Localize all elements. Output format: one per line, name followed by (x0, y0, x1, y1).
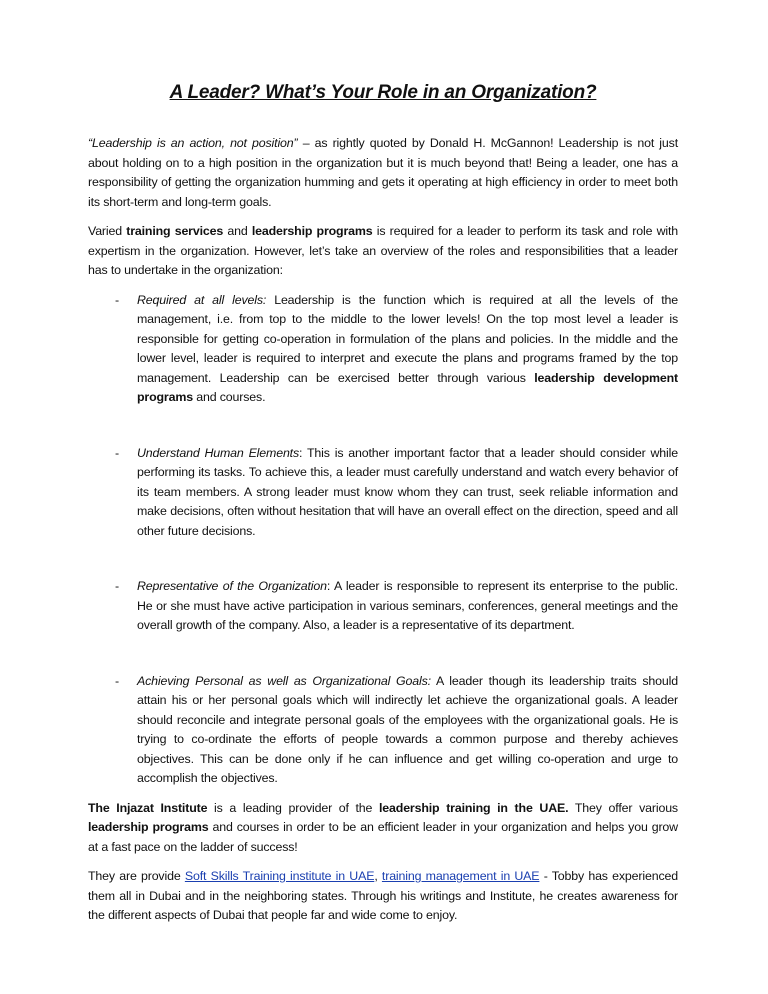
bullet-body (137, 672, 678, 789)
bullet-heading: Required at all levels: (137, 292, 267, 307)
page-title: A Leader? What’s Your Role in an Organization? (169, 82, 597, 103)
bold-text: The Injazat Institute (88, 800, 208, 815)
bullet-body (137, 577, 678, 636)
services-paragraph (88, 222, 678, 281)
bullet-list (88, 291, 678, 789)
text: - Tobby has experienced them all in Dubai and in the neighboring states. Through his writings and Institute, he creates awareness for the different aspects of Dubai that people far and wide come to enjoy. (88, 869, 678, 922)
list-item (88, 444, 678, 542)
closing-paragraph (88, 867, 678, 926)
bold-text: leadership training in the UAE. (379, 800, 569, 815)
bullet-text: : This is another important factor that a leader should consider while performing its tasks. To achieve this, a leader must carefully understand and watch every behavior of its team members. A strong leader must know whom they can trust, seek reliable information and make decisions, often without hesitation that will have an overall effect on the direction, speed and all other future decisions. (137, 445, 678, 538)
intro-paragraph (88, 134, 678, 212)
quote: “Leadership is an action, not position” (88, 136, 298, 150)
list-item (88, 291, 678, 408)
bullet-dash: - (115, 292, 120, 307)
bullet-heading: Understand Human Elements (137, 445, 300, 460)
bullet-dash: - (115, 673, 120, 688)
bullet-body (137, 444, 678, 542)
text: and courses in order to be an efficient leader in your organization and helps you grow at a fast pace on the ladder of success! (88, 820, 678, 854)
text: and (223, 224, 252, 238)
bullet-heading: Representative of the Organization (137, 579, 327, 593)
bold-text: leadership development programs (137, 370, 679, 404)
bullet-text: A leader though its leadership traits should attain his or her personal goals which will indirectly let achieve the organizational goals. A leader should reconcile and integrate personal goals of the employees with the organizational goals. He is trying to co-ordinate the efforts of people towards a common purpose and thereby achieves objectives. This can be done only if he can influence and get willing co-operation and urge to accomplish the objectives. (137, 673, 678, 785)
text: They are provide (88, 869, 185, 883)
bold-text: leadership programs (251, 224, 373, 238)
bullet-heading: Achieving Personal as well as Organizational Goals: (137, 673, 431, 688)
intro-text: – as rightly quoted by Donald H. McGannon! Leadership is not just about holding on to a high position in the organization but it is much beyond that! Being a leader, one has a responsibility of getting the organization humming and gets it operating at high efficiency in order to meet both its short-term and long-term goals. (88, 136, 678, 209)
list-item (88, 577, 678, 636)
bullet-dash: - (115, 445, 120, 460)
soft-skills-link[interactable]: Soft Skills Training institute in UAE (184, 869, 375, 883)
institute-paragraph (88, 799, 678, 858)
text: , (374, 869, 382, 883)
bullet-text: and courses. (192, 390, 266, 404)
text: They offer various (568, 800, 678, 815)
list-item (88, 672, 678, 789)
bullet-dash: - (115, 579, 120, 593)
bold-text: training services (126, 224, 224, 238)
training-management-link[interactable]: training management in UAE (381, 869, 540, 883)
bullet-text: : A leader is responsible to represent its enterprise to the public. He or she must have active participation in various seminars, conferences, general meetings and the overall growth of the company. Also, a leader is a representative of its department. (137, 579, 678, 632)
bullet-text: Leadership is the function which is required at all the levels of the management, i.e. from top to the middle to the lower levels! On the top most level a leader is responsible for getting co-operation in formulation of the plans and policies. In the middle and the lower level, leader is required to interpret and execute the plans and programs framed by the top management. Leadership can be exercised better through various (137, 292, 678, 385)
bold-text: leadership programs (88, 820, 209, 834)
text: is required for a leader to perform its task and role with expertism in the organization. However, let’s take an overview of the roles and responsibilities that a leader has to undertake in the organization: (88, 224, 678, 277)
text: Varied (88, 224, 127, 238)
bullet-body (137, 291, 678, 408)
text: is a leading provider of the (207, 800, 379, 815)
